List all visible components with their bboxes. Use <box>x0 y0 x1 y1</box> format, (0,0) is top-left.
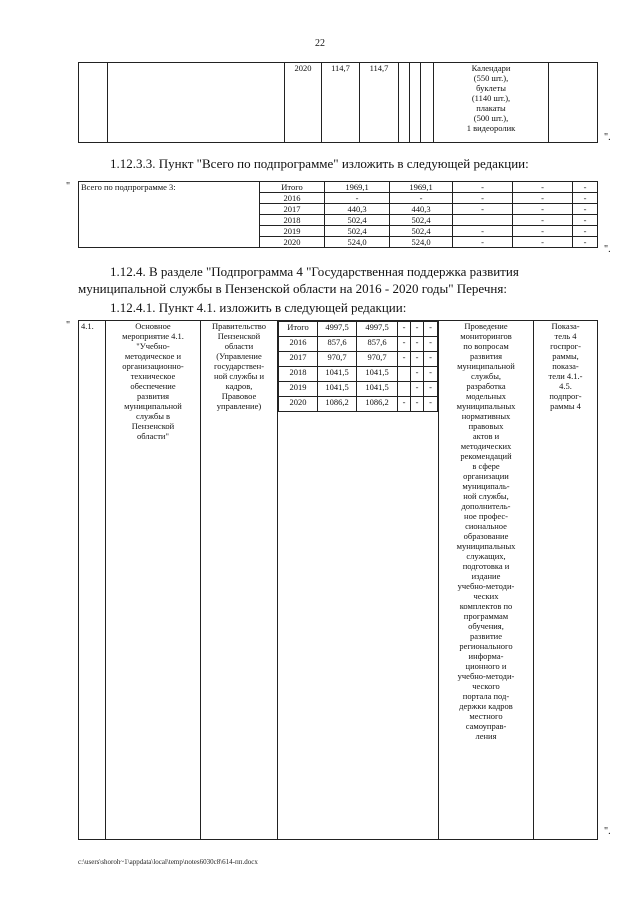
t2-label: Всего по подпрограмме 3: <box>79 182 260 248</box>
top-table <box>78 62 598 143</box>
t3-cell-d: - <box>411 367 424 382</box>
top-note-line: 1 видеоролик <box>466 123 516 133</box>
table-row <box>279 337 438 352</box>
t2-cell-b: 502,4 <box>390 226 453 237</box>
t2-cell-c: - <box>453 226 513 237</box>
activity-name-line: развития <box>136 391 170 401</box>
result-line: муниципальных <box>456 401 516 411</box>
result-line: методических <box>460 441 512 451</box>
t3-cell-e: - <box>424 352 438 367</box>
indicator-line: подпрог- <box>549 391 582 401</box>
table-row <box>279 367 438 382</box>
result-line: подготовка и <box>462 561 510 571</box>
t2-cell-a: 502,4 <box>325 215 390 226</box>
result-line: службы, <box>470 371 502 381</box>
result-line: ческих <box>473 591 499 601</box>
t2-cell-a: - <box>325 193 390 204</box>
result-line: разработка <box>466 381 506 391</box>
indicator-line: 4.5. <box>559 381 572 391</box>
indicator-line: показа- <box>552 361 579 371</box>
activity-name-line: Основное <box>135 321 171 331</box>
t2-cell-y: 2019 <box>260 226 325 237</box>
result-line: муниципальной <box>457 361 515 371</box>
top-year: 2020 <box>285 63 322 143</box>
result-line: портала под- <box>462 691 510 701</box>
t3-cell-y: 2016 <box>279 337 318 352</box>
t3-cell-b: 4997,5 <box>357 322 398 337</box>
t2-cell-e: - <box>573 237 598 248</box>
file-path-footer: c:\users\shoroh~1\appdata\local\temp\notes6030c8\614-пп.docx <box>78 858 258 866</box>
t3-cell-d: - <box>411 337 424 352</box>
t3-cell-b: 857,6 <box>357 337 398 352</box>
result-line: ное профес- <box>464 511 508 521</box>
t3-cell-d: - <box>411 397 424 412</box>
t2-cell-a: 440,3 <box>325 204 390 215</box>
t3-cell-c: - <box>398 337 411 352</box>
page-number: 22 <box>315 38 325 49</box>
t2-cell-c: - <box>453 204 513 215</box>
subprogram-3-total-table <box>78 181 598 248</box>
result-line: актов и <box>472 431 500 441</box>
t3-cell-d: - <box>411 382 424 397</box>
t3-cell-y: 2019 <box>279 382 318 397</box>
result-line: учебно-методи- <box>457 581 515 591</box>
t3-cell-c: - <box>398 322 411 337</box>
t2-open-quote: " <box>66 181 71 192</box>
result-line: издание <box>471 571 501 581</box>
t3-cell-c: - <box>398 397 411 412</box>
result-line: образование <box>463 531 509 541</box>
activity-name-line: мероприятие 4.1. <box>122 331 184 341</box>
t3-cell-y: 2018 <box>279 367 318 382</box>
indicator-line: тель 4 <box>554 331 577 341</box>
t3-indicator <box>534 321 598 840</box>
t3-finance-cell <box>278 321 439 840</box>
activity-name-line: методическое и <box>124 351 182 361</box>
result-line: учебно-методи- <box>457 671 515 681</box>
t2-cell-a: 1969,1 <box>325 182 390 193</box>
t2-cell-b: 524,0 <box>390 237 453 248</box>
table-row <box>79 182 598 193</box>
executor-line: Правительство <box>211 321 267 331</box>
result-line: сиональное <box>465 521 507 531</box>
executor-line: (Управление <box>216 351 262 361</box>
item-4-1-table <box>78 320 598 840</box>
t2-cell-c: - <box>453 237 513 248</box>
result-line: служащих, <box>466 551 506 561</box>
t2-cell-a: 524,0 <box>325 237 390 248</box>
activity-name-line: муниципальной <box>124 401 182 411</box>
top-note <box>434 63 549 143</box>
table-row <box>279 382 438 397</box>
t2-cell-d: - <box>513 215 573 226</box>
t3-cell-a: 970,7 <box>318 352 357 367</box>
result-line: муниципальных <box>456 541 516 551</box>
t3-cell-c <box>398 382 411 397</box>
top-note-line: (550 шт.), <box>473 73 509 83</box>
t3-open-quote: " <box>66 320 71 331</box>
top-note-line: (1140 шт.), <box>471 93 511 103</box>
result-line: держки кадров <box>459 701 513 711</box>
indicator-line: раммы, <box>552 351 579 361</box>
t2-cell-d: - <box>513 204 573 215</box>
t3-activity-name <box>106 321 201 840</box>
t2-end-quote: ". <box>604 244 611 255</box>
result-line: мониторингов <box>460 331 512 341</box>
t2-cell-a: 502,4 <box>325 226 390 237</box>
t2-cell-y: 2018 <box>260 215 325 226</box>
t2-cell-e: - <box>573 204 598 215</box>
t3-cell-d: - <box>411 352 424 367</box>
activity-name-line: службы в <box>135 411 171 421</box>
t3-cell-b: 1041,5 <box>357 367 398 382</box>
top-v2: 114,7 <box>360 63 399 143</box>
indicator-line: госпрог- <box>550 341 581 351</box>
t2-cell-b: 1969,1 <box>390 182 453 193</box>
result-line: комплектов по <box>459 601 513 611</box>
table-row <box>279 322 438 337</box>
result-line: правовых <box>468 421 504 431</box>
result-line: развитие <box>470 631 502 641</box>
result-line: муниципаль- <box>462 481 510 491</box>
executor-line: Правовое <box>221 391 257 401</box>
t3-cell-e: - <box>424 322 438 337</box>
t3-cell-a: 1041,5 <box>318 382 357 397</box>
t2-cell-d: - <box>513 182 573 193</box>
t3-cell-y: Итого <box>279 322 318 337</box>
t3-cell-e: - <box>424 382 438 397</box>
t2-cell-e: - <box>573 215 598 226</box>
t3-cell-e: - <box>424 367 438 382</box>
t3-cell-b: 970,7 <box>357 352 398 367</box>
executor-line: Пензенской <box>217 331 261 341</box>
t3-cell-a: 1041,5 <box>318 367 357 382</box>
result-line: регионального <box>459 641 513 651</box>
t3-cell-b: 1086,2 <box>357 397 398 412</box>
t2-cell-e: - <box>573 182 598 193</box>
result-line: самоуправ- <box>465 721 507 731</box>
t2-cell-y: 2016 <box>260 193 325 204</box>
result-line: программам <box>463 611 509 621</box>
t3-cell-y: 2020 <box>279 397 318 412</box>
top-note-line: плакаты <box>476 103 506 113</box>
t2-cell-b: 502,4 <box>390 215 453 226</box>
activity-name-line: техническое <box>130 371 176 381</box>
t2-cell-y: 2017 <box>260 204 325 215</box>
result-line: информа- <box>468 651 504 661</box>
result-line: местного <box>469 711 503 721</box>
t2-cell-e: - <box>573 193 598 204</box>
result-line: ческого <box>472 681 500 691</box>
result-line: обучения, <box>468 621 504 631</box>
t2-cell-b: 440,3 <box>390 204 453 215</box>
t3-cell-d: - <box>411 322 424 337</box>
result-line: развития <box>469 351 503 361</box>
indicator-line: Показа- <box>551 321 580 331</box>
executor-line: кадров, <box>225 381 253 391</box>
result-line: ления <box>475 731 497 741</box>
t2-cell-e: - <box>573 226 598 237</box>
result-line: Проведение <box>464 321 508 331</box>
executor-line: области <box>224 341 254 351</box>
t2-cell-b: - <box>390 193 453 204</box>
t3-cell-e: - <box>424 397 438 412</box>
t2-cell-c <box>453 215 513 226</box>
result-line: ной службы, <box>463 491 509 501</box>
t3-cell-y: 2017 <box>279 352 318 367</box>
table-row <box>279 352 438 367</box>
top-note-line: Календари <box>471 63 511 73</box>
top-note-line: (500 шт.), <box>473 113 509 123</box>
result-line: ционного и <box>465 661 507 671</box>
result-line: рекомендаций <box>460 451 512 461</box>
t2-cell-y: 2020 <box>260 237 325 248</box>
executor-line: управление) <box>216 401 262 411</box>
t2-cell-c: - <box>453 193 513 204</box>
activity-name-line: Пензенской <box>131 421 175 431</box>
top-v1: 114,7 <box>322 63 360 143</box>
result-line: нормативных <box>461 411 511 421</box>
activity-name-line: обеспечение <box>130 381 176 391</box>
paragraph-1-12-4-1: 1.12.4.1. Пункт 4.1. изложить в следующей редакции: <box>110 300 407 315</box>
result-line: дополнитель- <box>461 501 511 511</box>
paragraph-1-12-4-line2: муниципальной службы в Пензенской области на 2016 - 2020 годы" Перечня: <box>78 281 507 296</box>
t3-cell-a: 857,6 <box>318 337 357 352</box>
paragraph-1-12-4-line1: 1.12.4. В разделе "Подпрограмма 4 "Государственная поддержка развития <box>110 264 519 279</box>
t2-cell-y: Итого <box>260 182 325 193</box>
t3-finance-table <box>278 321 438 412</box>
table-row <box>279 397 438 412</box>
t3-result <box>439 321 534 840</box>
t3-cell-c: - <box>398 352 411 367</box>
result-line: организации <box>463 471 509 481</box>
t3-end-quote: ". <box>604 826 611 837</box>
activity-name-line: организационно- <box>122 361 184 371</box>
t2-cell-d: - <box>513 193 573 204</box>
activity-name-line: области" <box>137 431 169 441</box>
t3-cell-c <box>398 367 411 382</box>
top-end-quote: ". <box>604 132 611 143</box>
indicator-line: раммы 4 <box>550 401 581 411</box>
activity-name-line: "Учебно- <box>136 341 170 351</box>
t2-cell-d: - <box>513 237 573 248</box>
t3-num: 4.1. <box>79 321 106 840</box>
t3-cell-a: 4997,5 <box>318 322 357 337</box>
paragraph-1-12-3-3: 1.12.3.3. Пункт "Всего по подпрограмме" изложить в следующей редакции: <box>110 156 529 171</box>
result-line: по вопросам <box>463 341 509 351</box>
t3-cell-a: 1086,2 <box>318 397 357 412</box>
indicator-line: тели 4.1.- <box>548 371 583 381</box>
t2-cell-d: - <box>513 226 573 237</box>
executor-line: ной службы и <box>213 371 265 381</box>
t3-executor <box>201 321 278 840</box>
t3-cell-e: - <box>424 337 438 352</box>
executor-line: государствен- <box>213 361 265 371</box>
top-note-line: буклеты <box>476 83 506 93</box>
t3-cell-b: 1041,5 <box>357 382 398 397</box>
result-line: в сфере <box>472 461 500 471</box>
t2-cell-c: - <box>453 182 513 193</box>
result-line: модельных <box>465 391 507 401</box>
